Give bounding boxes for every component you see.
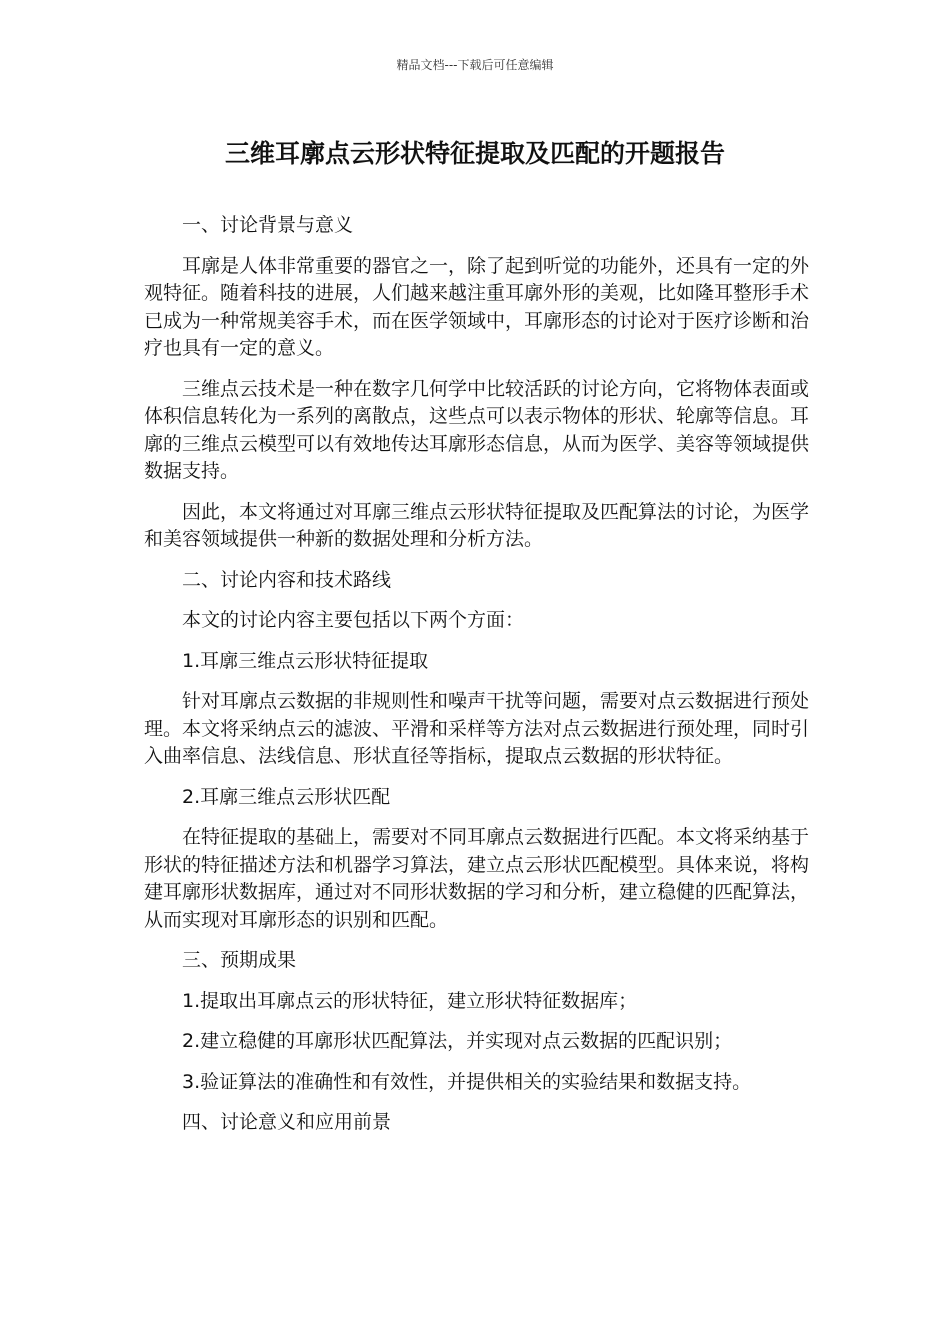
section-heading-background: 一、讨论背景与意义 bbox=[182, 214, 354, 236]
paragraph-shape-matching: 在特征提取的基础上，需要对不同耳廓点云数据进行匹配。本文将采纳基于形状的特征描述方法和机器学习算法，建立点云形状匹配模型。具体来说，将构建耳廓形状数据库，通过对不同形状数据的学习和分析，建立稳健的匹配算法，从而实现对耳廓形态的识别和匹配。 bbox=[144, 826, 810, 931]
outcome-item-2: 2.建立稳健的耳廓形状匹配算法，并实现对点云数据的匹配识别； bbox=[182, 1030, 733, 1052]
section-heading-outcomes: 三、预期成果 bbox=[182, 949, 297, 971]
section-heading-significance: 四、讨论意义和应用前景 bbox=[182, 1111, 392, 1133]
paragraph-background-2: 三维点云技术是一种在数字几何学中比较活跃的讨论方向，它将物体表面或体积信息转化为一系列的离散点，这些点可以表示物体的形状、轮廓等信息。耳廓的三维点云模型可以有效地传达耳廓形态信息，从而为医学、美容等领域提供数据支持。 bbox=[144, 377, 810, 482]
paragraph-content-intro: 本文的讨论内容主要包括以下两个方面： bbox=[182, 609, 525, 631]
paragraph-feature-extraction: 针对耳廓点云数据的非规则性和噪声干扰等问题，需要对点云数据进行预处理。本文将采纳点云的滤波、平滑和采样等方法对点云数据进行预处理，同时引入曲率信息、法线信息、形状直径等指标，提取点云数据的形状特征。 bbox=[144, 690, 810, 767]
subheading-feature-extraction: 1.耳廓三维点云形状特征提取 bbox=[182, 649, 429, 672]
outcome-item-3: 3.验证算法的准确性和有效性，并提供相关的实验结果和数据支持。 bbox=[182, 1070, 752, 1093]
paragraph-background-3: 因此，本文将通过对耳廓三维点云形状特征提取及匹配算法的讨论，为医学和美容领域提供一种新的数据处理和分析方法。 bbox=[144, 500, 810, 550]
subheading-shape-matching: 2.耳廓三维点云形状匹配 bbox=[182, 785, 391, 808]
section-heading-content: 二、讨论内容和技术路线 bbox=[182, 568, 392, 591]
outcome-item-1: 1.提取出耳廓点云的形状特征，建立形状特征数据库； bbox=[182, 989, 638, 1012]
document-title: 三维耳廓点云形状特征提取及匹配的开题报告 bbox=[224, 139, 725, 168]
paragraph-background-1: 耳廓是人体非常重要的器官之一，除了起到听觉的功能外，还具有一定的外观特征。随着科技的进展，人们越来越注重耳廓外形的美观，比如隆耳整形手术已成为一种常规美容手术，而在医学领域中，耳廓形态的讨论对于医疗诊断和治疗也具有一定的意义。 bbox=[144, 254, 810, 359]
document-body bbox=[144, 212, 809, 1150]
page-header: 精品文档---下载后可任意编辑 bbox=[396, 58, 554, 72]
